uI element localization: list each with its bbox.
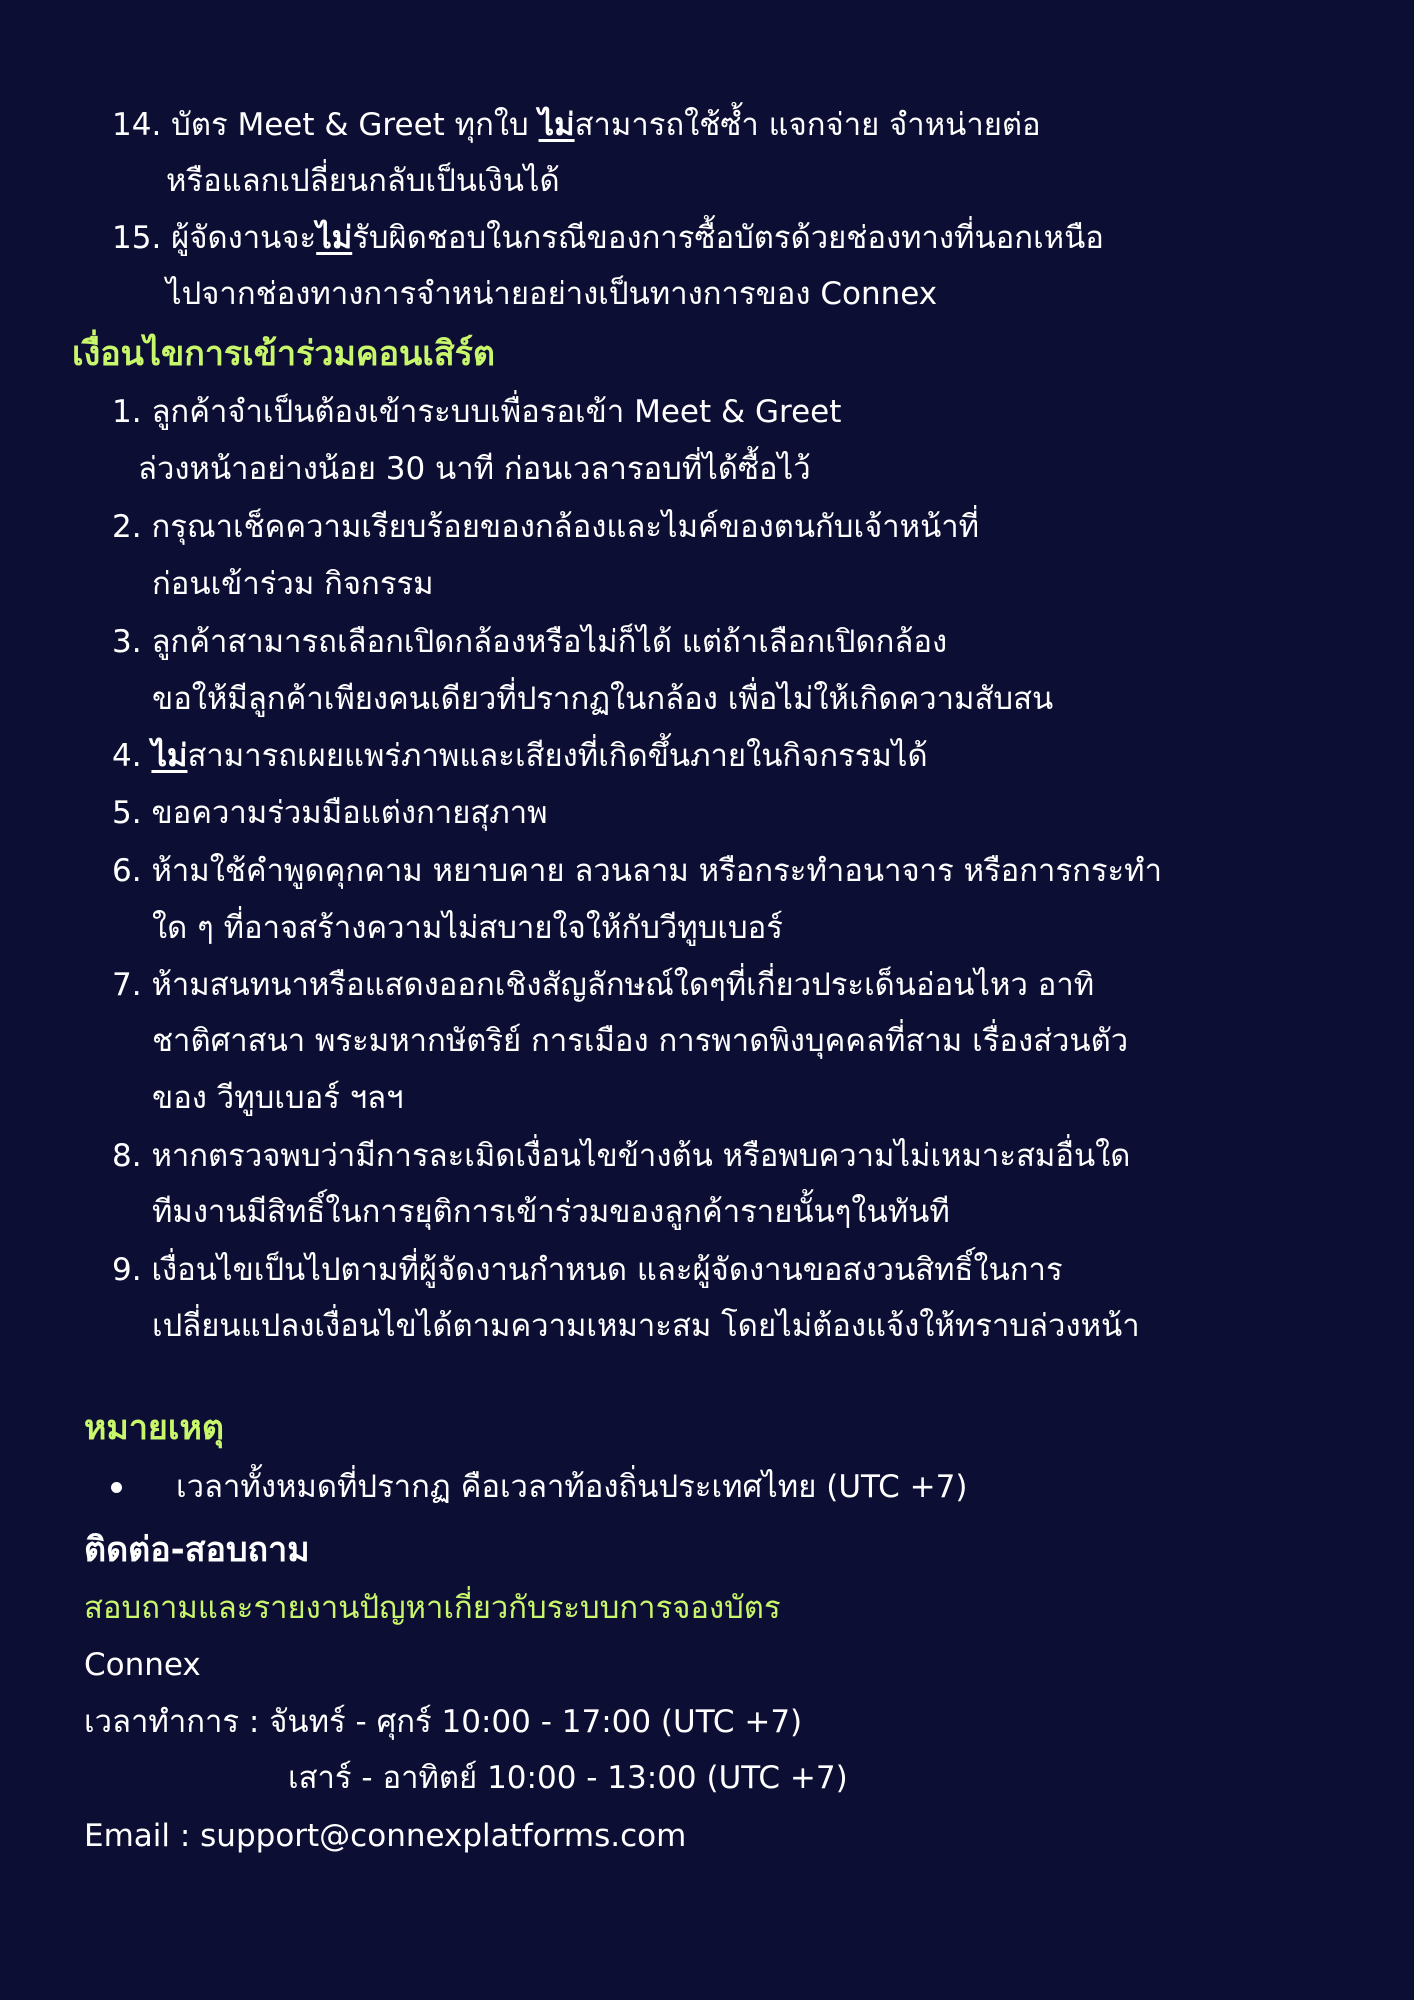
item-number: 3. <box>112 624 142 660</box>
condition-item-8 <box>112 1134 1130 1178</box>
condition-item-2 <box>112 505 979 549</box>
condition-item-6-continuation: ใด ๆ ที่อาจสร้างความไม่สบายใจให้กับวีทูบเบอร์ <box>152 910 783 946</box>
emphasis-text: ไม่ <box>316 220 353 256</box>
contact-heading: ติดต่อ-สอบถาม <box>84 1530 310 1570</box>
item-text: ขอความร่วมมือแต่งกายสุภาพ <box>151 795 548 831</box>
item-number: 5. <box>112 795 142 831</box>
item-text: ห้ามสนทนาหรือแสดงออกเชิงสัญลักษณ์ใดๆที่เกี่ยวประเด็นอ่อนไหว อาทิ <box>151 967 1095 1003</box>
condition-item-6 <box>112 849 1162 893</box>
item-number: 8. <box>112 1138 142 1174</box>
item-text: ผู้จัดงานจะ <box>171 220 317 256</box>
item-text: บัตร Meet & Greet ทุกใบ <box>171 107 529 143</box>
item-text: รับผิดชอบในกรณีของการซื้อบัตรด้วยช่องทางที่นอกเหนือ <box>352 220 1104 256</box>
condition-item-8-continuation: ทีมงานมีสิทธิ์ในการยุติการเข้าร่วมของลูกค้ารายนั้นๆในทันที <box>152 1194 950 1230</box>
item-number: 9. <box>112 1252 142 1288</box>
item-number: 7. <box>112 967 142 1003</box>
contact-email[interactable]: Email : support@connexplatforms.com <box>84 1818 687 1854</box>
item-text: ลูกค้าจำเป็นต้องเข้าระบบเพื่อรอเข้า Meet & Greet <box>151 394 842 430</box>
contact-hours-weekday: เวลาทำการ : จันทร์ - ศุกร์ 10:00 - 17:00 (UTC +7) <box>84 1704 803 1740</box>
condition-item-3-continuation: ขอให้มีลูกค้าเพียงคนเดียวที่ปรากฏในกล้อง เพื่อไม่ให้เกิดความสับสน <box>152 681 1054 717</box>
condition-item-1-continuation: ล่วงหน้าอย่างน้อย 30 นาที ก่อนเวลารอบที่ได้ซื้อไว้ <box>138 451 811 487</box>
prev-item-15 <box>112 216 1104 260</box>
item-number: 15. <box>112 220 162 256</box>
item-text: กรุณาเช็คความเรียบร้อยของกล้องและไมค์ของตนกับเจ้าหน้าที่ <box>151 509 980 545</box>
contact-company: Connex <box>84 1647 201 1683</box>
item-number: 6. <box>112 853 142 889</box>
prev-item-15-continuation: ไปจากช่องทางการจำหน่ายอย่างเป็นทางการของ Connex <box>166 276 938 312</box>
condition-item-3 <box>112 620 947 664</box>
contact-subheading: สอบถามและรายงานปัญหาเกี่ยวกับระบบการจองบัตร <box>84 1590 781 1626</box>
bullet-dot <box>111 1482 122 1493</box>
item-text: สามารถใช้ซ้ำ แจกจ่าย จำหน่ายต่อ <box>574 107 1041 143</box>
emphasis-text: ไม่ <box>151 738 188 774</box>
item-text: สามารถเผยแพร่ภาพและเสียงที่เกิดขึ้นภายในกิจกรรมได้ <box>187 738 928 774</box>
condition-item-2-continuation: ก่อนเข้าร่วม กิจกรรม <box>152 566 434 602</box>
condition-item-1 <box>112 390 841 434</box>
item-text: หากตรวจพบว่ามีการละเมิดเงื่อนไขข้างต้น หรือพบความไม่เหมาะสมอื่นใด <box>151 1138 1131 1174</box>
condition-item-7-continuation: ของ วีทูบเบอร์ ฯลฯ <box>152 1080 404 1116</box>
item-text: ลูกค้าสามารถเลือกเปิดกล้องหรือไม่ก็ได้ แต่ถ้าเลือกเปิดกล้อง <box>151 624 948 660</box>
condition-item-5 <box>112 791 548 835</box>
item-number: 1. <box>112 394 142 430</box>
condition-item-4 <box>112 734 928 778</box>
item-text: เงื่อนไขเป็นไปตามที่ผู้จัดงานกำหนด และผู้จัดงานขอสงวนสิทธิ์ในการ <box>151 1252 1063 1288</box>
emphasis-text: ไม่ <box>538 107 575 143</box>
item-number: 14. <box>112 107 162 143</box>
item-text: ห้ามใช้คำพูดคุกคาม หยาบคาย ลวนลาม หรือกระทำอนาจาร หรือการกระทำ <box>151 853 1163 889</box>
condition-item-7 <box>112 963 1094 1007</box>
item-number: 2. <box>112 509 142 545</box>
item-number: 4. <box>112 738 142 774</box>
notes-bullet-text: เวลาทั้งหมดที่ปรากฏ คือเวลาท้องถิ่นประเทศไทย (UTC +7) <box>176 1469 968 1505</box>
notes-heading: หมายเหตุ <box>84 1408 224 1448</box>
condition-item-9-continuation: เปลี่ยนแปลงเงื่อนไขได้ตามความเหมาะสม โดยไม่ต้องแจ้งให้ทราบล่วงหน้า <box>152 1308 1140 1344</box>
condition-item-7-continuation: ชาติศาสนา พระมหากษัตริย์ การเมือง การพาดพิงบุคคลที่สาม เรื่องส่วนตัว <box>152 1023 1129 1059</box>
condition-item-9 <box>112 1248 1063 1292</box>
prev-item-14 <box>112 103 1041 147</box>
prev-item-14-continuation: หรือแลกเปลี่ยนกลับเป็นเงินได้ <box>166 163 560 199</box>
conditions-heading: เงื่อนไขการเข้าร่วมคอนเสิร์ต <box>72 334 496 374</box>
contact-hours-weekend: เสาร์ - อาทิตย์ 10:00 - 13:00 (UTC +7) <box>288 1760 848 1796</box>
